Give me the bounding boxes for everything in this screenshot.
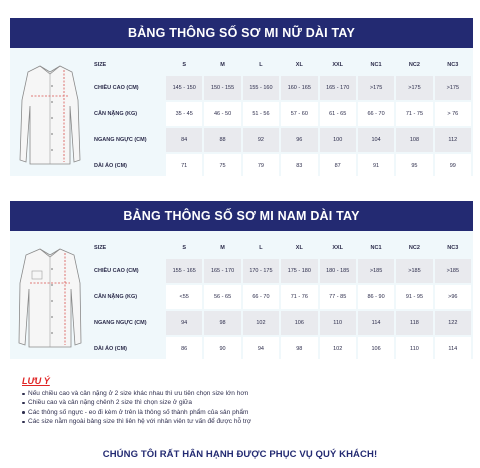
table-cell: 46 - 50 [204,102,240,126]
table-cell: >175 [435,76,471,100]
header-cell: NC1 [370,62,382,68]
notes-title: LƯU Ý [22,376,50,386]
table-row [92,337,471,361]
row-label: CÂN NẶNG (KG) [94,294,138,300]
women-shirt-diagram [18,60,82,170]
table-cell: 91 - 95 [396,285,432,309]
table-cell: 114 [358,311,394,335]
table-cell: 84 [166,128,202,152]
table-cell: 102 [243,311,279,335]
table-cell: 86 - 90 [358,285,394,309]
table-cell: 77 - 85 [320,285,356,309]
header-cell: NC3 [447,245,459,251]
table-cell: 66 - 70 [243,285,279,309]
table-row [92,76,471,100]
table-cell: 99 [435,154,471,178]
table-header-row [92,239,471,257]
table-cell: 87 [320,154,356,178]
men-shirt-diagram [18,243,82,353]
table-cell: 79 [243,154,279,178]
men-size-table [90,237,473,363]
table-cell: >185 [435,259,471,283]
table-cell: 106 [358,337,394,361]
women-size-table [90,54,473,180]
header-cell: SIZE [94,245,107,251]
table-cell: >185 [396,259,432,283]
table-cell: 98 [281,337,317,361]
header-cell: L [259,245,263,251]
table-cell: 118 [396,311,432,335]
table-cell: 98 [204,311,240,335]
note-item: Nếu chiều cao và cân nặng ở 2 size khác nhau thì ưu tiên chọn size lớn hơn [22,389,462,398]
thank-you-message: CHÚNG TÔI RẤT HÂN HẠNH ĐƯỢC PHỤC VỤ QUÝ KHÁCH! [102,449,378,460]
women-size-panel [10,48,473,176]
table-cell: 110 [320,311,356,335]
table-cell: 122 [435,311,471,335]
row-label: NGANG NGỰC (CM) [94,137,147,143]
table-cell: 180 - 185 [320,259,356,283]
table-cell: <55 [166,285,202,309]
header-cell: SIZE [94,62,107,68]
table-cell: 145 - 150 [166,76,202,100]
table-cell: 71 - 76 [281,285,317,309]
notes-section [22,376,462,427]
women-size-section [10,18,473,176]
table-cell: 150 - 155 [204,76,240,100]
table-cell: 56 - 65 [204,285,240,309]
row-label: DÀI ÁO (CM) [94,163,127,169]
header-cell: M [220,245,225,251]
header-cell: XL [295,62,303,68]
table-cell: 71 [166,154,202,178]
header-cell: NC2 [408,62,420,68]
header-cell: S [182,245,187,251]
row-label: CÂN NẶNG (KG) [94,111,138,117]
row-label: NGANG NGỰC (CM) [94,320,147,326]
table-cell: 155 - 160 [243,76,279,100]
table-cell: 88 [204,128,240,152]
note-item: Các size nằm ngoài bảng size thì liên hệ với nhân viên tư vấn để được hỗ trợ [22,417,462,426]
table-cell: > 76 [435,102,471,126]
row-label: DÀI ÁO (CM) [94,346,127,352]
table-cell: 86 [166,337,202,361]
table-cell: 92 [243,128,279,152]
header-cell: XXL [332,62,344,68]
header-cell: NC1 [370,245,382,251]
table-cell: >96 [435,285,471,309]
table-row [92,154,471,178]
table-cell: 91 [358,154,394,178]
table-cell: 57 - 60 [281,102,317,126]
table-cell: 66 - 70 [358,102,394,126]
men-size-panel [10,231,473,359]
header-cell: NC2 [408,245,420,251]
table-row [92,285,471,309]
women-table-title: BẢNG THÔNG SỐ SƠ MI NỮ DÀI TAY [10,18,473,48]
table-row [92,259,471,283]
table-cell: 114 [435,337,471,361]
table-cell: 110 [396,337,432,361]
table-cell: >185 [358,259,394,283]
note-item: Các thông số ngực - eo đi kèm ở trên là thông số thành phẩm của sản phẩm [22,408,462,417]
header-cell: S [182,62,187,68]
table-cell: 61 - 65 [320,102,356,126]
header-cell: M [220,62,225,68]
table-cell: 104 [358,128,394,152]
header-cell: XXL [332,245,344,251]
table-cell: 51 - 56 [243,102,279,126]
table-cell: 165 - 170 [320,76,356,100]
men-size-section [10,201,473,359]
table-cell: 175 - 180 [281,259,317,283]
table-cell: 83 [281,154,317,178]
header-cell: NC3 [447,62,459,68]
table-cell: 71 - 75 [396,102,432,126]
table-row [92,311,471,335]
table-row [92,128,471,152]
table-cell: 108 [396,128,432,152]
table-cell: 160 - 165 [281,76,317,100]
row-label: CHIỀU CAO (CM) [94,85,139,91]
table-cell: 96 [281,128,317,152]
table-cell: 94 [166,311,202,335]
table-cell: 95 [396,154,432,178]
table-cell: 94 [243,337,279,361]
table-cell: 90 [204,337,240,361]
note-item: Chiều cao và cân nặng chênh 2 size thì chọn size ở giữa [22,398,462,407]
table-cell: 35 - 45 [166,102,202,126]
header-cell: L [259,62,263,68]
notes-list [22,389,462,427]
table-cell: 155 - 165 [166,259,202,283]
men-table-title: BẢNG THÔNG SỐ SƠ MI NAM DÀI TAY [10,201,473,231]
table-cell: >175 [358,76,394,100]
table-header-row [92,56,471,74]
table-cell: 102 [320,337,356,361]
table-cell: 75 [204,154,240,178]
row-label: CHIỀU CAO (CM) [94,268,139,274]
table-cell: 165 - 170 [204,259,240,283]
table-cell: 106 [281,311,317,335]
table-cell: 112 [435,128,471,152]
table-cell: 100 [320,128,356,152]
table-row [92,102,471,126]
table-cell: 170 - 175 [243,259,279,283]
table-cell: >175 [396,76,432,100]
header-cell: XL [295,245,303,251]
